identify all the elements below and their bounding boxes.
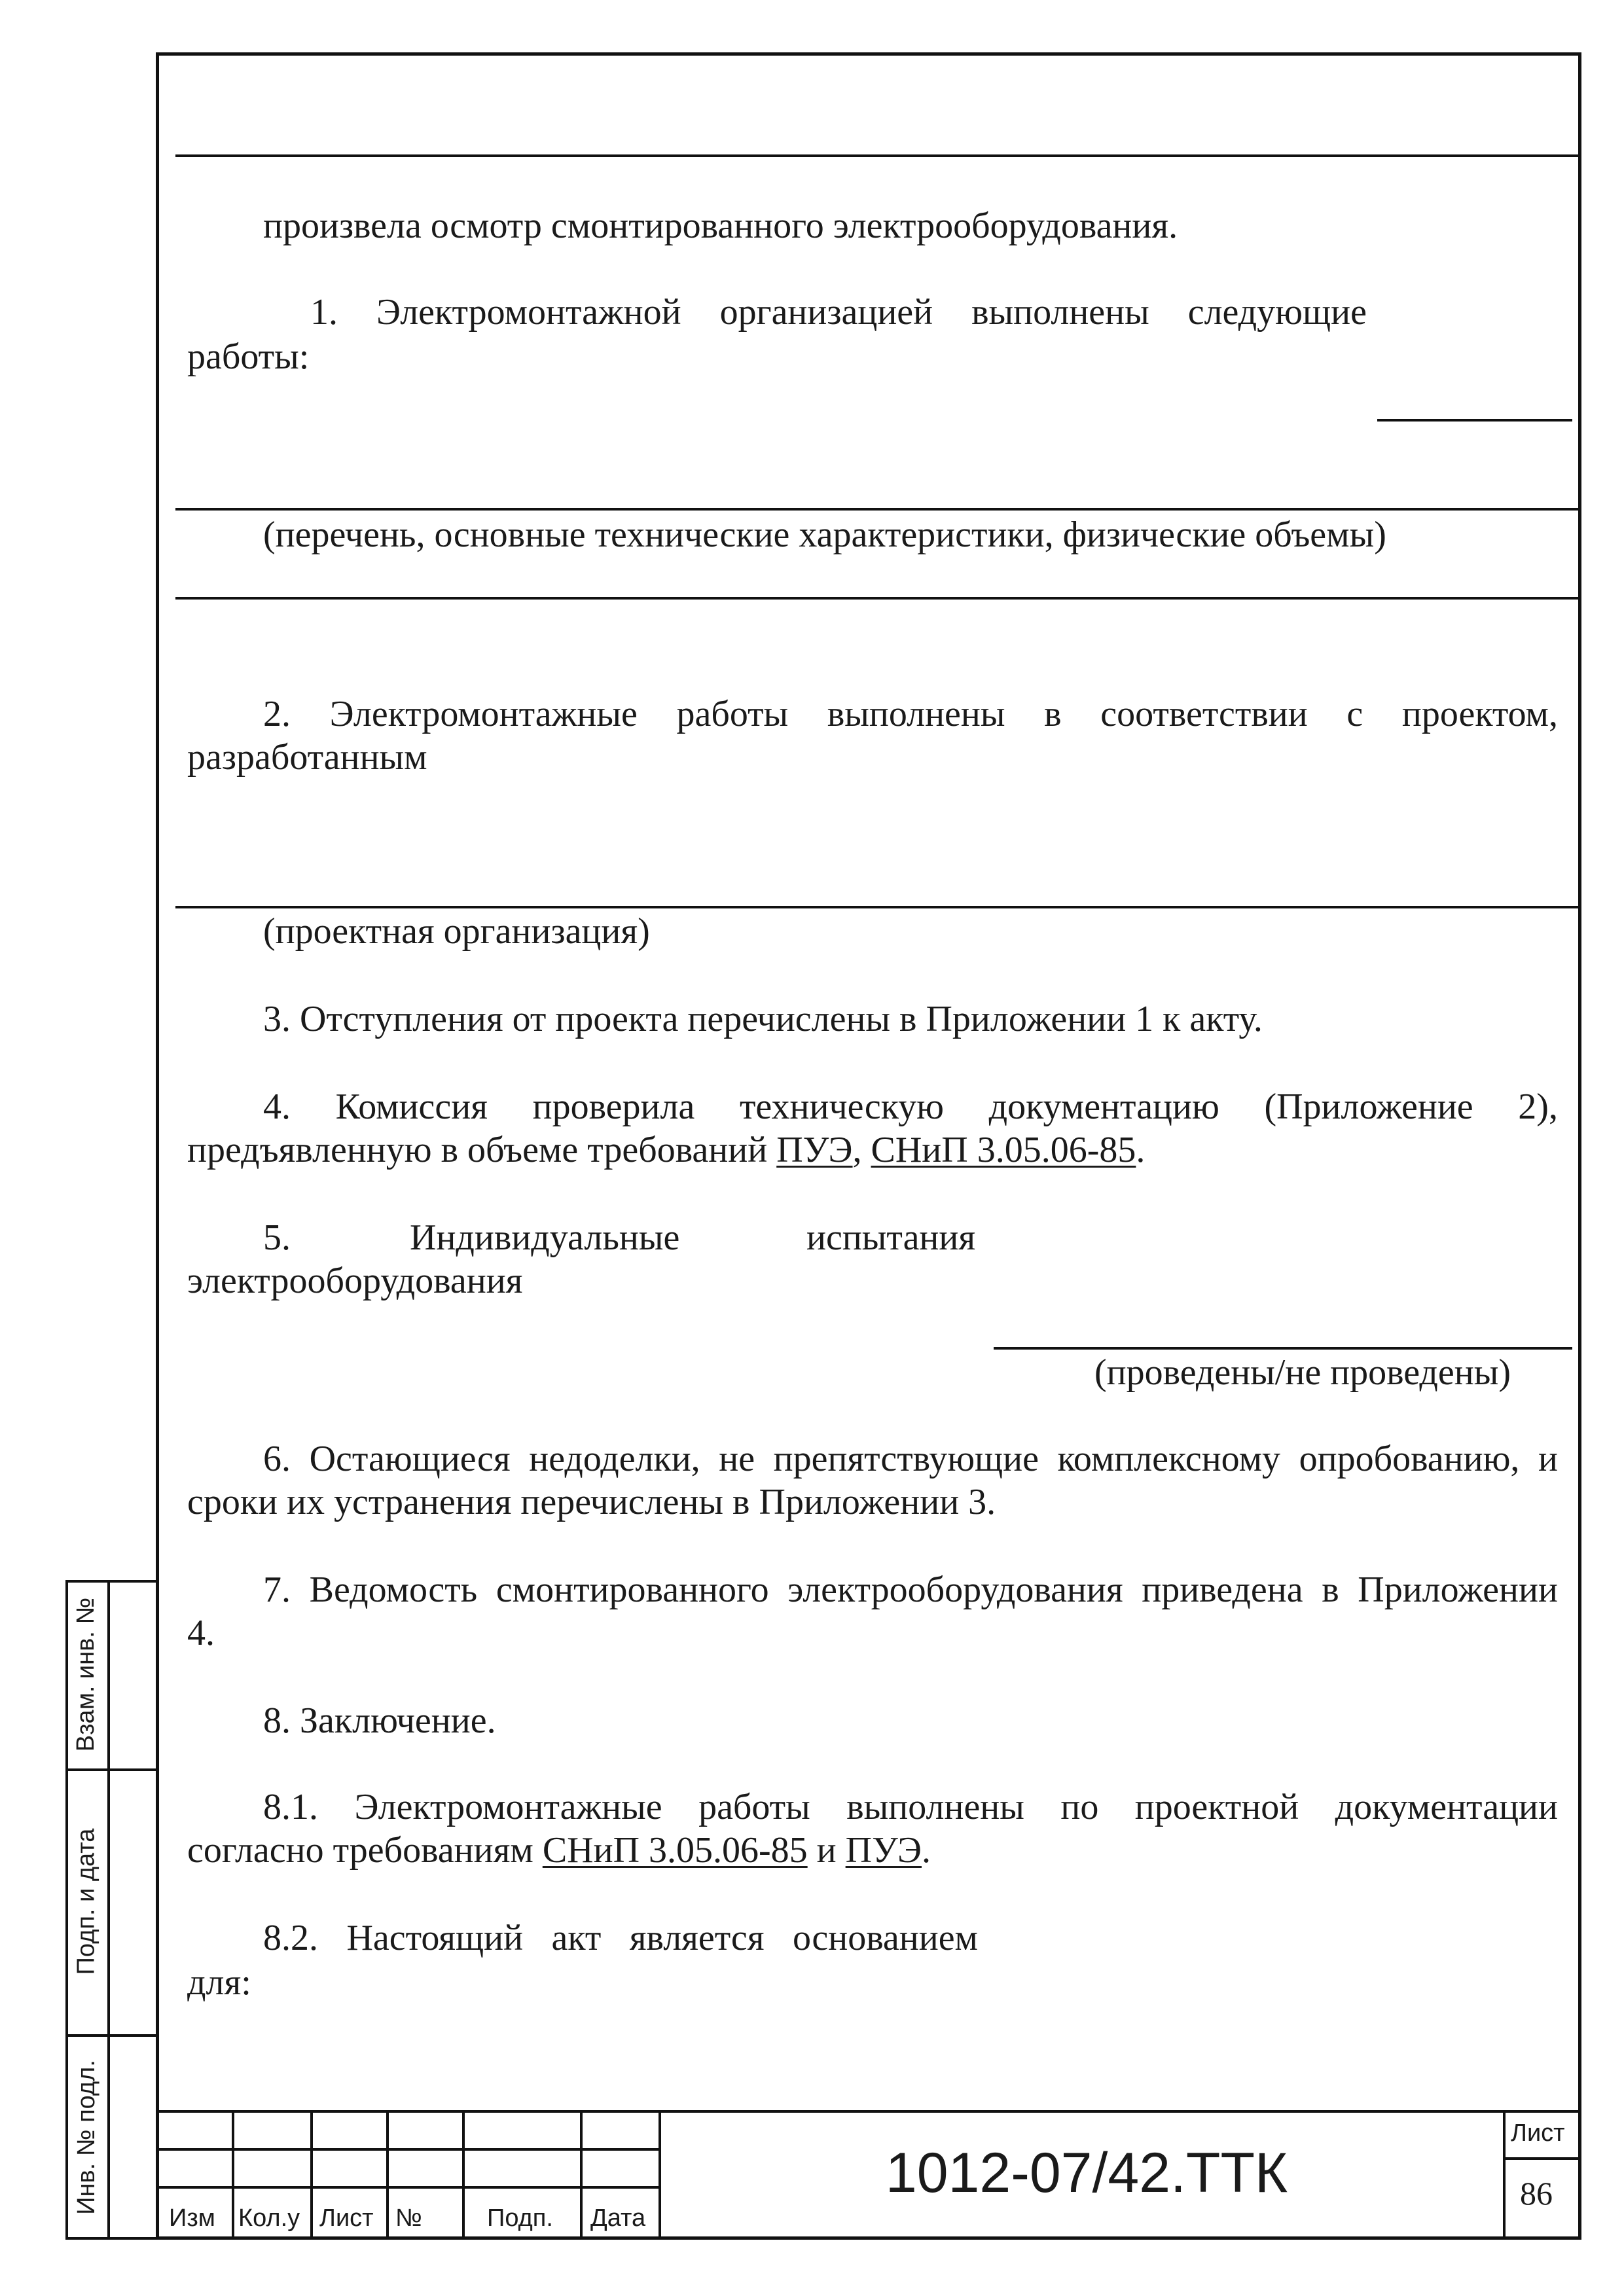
sheet-label: Лист — [1511, 2119, 1565, 2147]
stamp-label-izm: Изм — [169, 2204, 215, 2232]
item-2-line-1: 2. Электромонтажные работы выполнены в соответствии с проектом, — [263, 694, 1558, 734]
item-1-line-1: 1. Электромонтажной организацией выполнены следующие — [310, 292, 1367, 332]
caption-organization: (проектная организация) — [263, 911, 650, 952]
item-5-word-1: Индивидуальные — [410, 1217, 680, 1258]
caption-tests: (проведены/не проведены) — [1094, 1352, 1511, 1393]
top-rule — [175, 154, 1580, 157]
item-8-1-line-1: 8.1. Электромонтажные работы выполнены по проектной документации — [263, 1787, 1558, 1827]
intro-text: произвела осмотр смонтированного электрооборудования. — [263, 206, 1178, 246]
item-5-line-2: электрооборудования — [187, 1261, 523, 1301]
item-1-line-2: работы: — [187, 336, 310, 377]
item-4-text: предъявленную в объеме требований — [187, 1130, 777, 1170]
item-8: 8. Заключение. — [263, 1700, 496, 1741]
item-8-1-mid: и — [807, 1830, 846, 1871]
stamp-label-data: Дата — [590, 2204, 646, 2232]
item-6-line-2: сроки их устранения перечислены в Приложении 3. — [187, 1482, 996, 1522]
item-4-line-2 — [187, 1128, 1145, 1172]
item-4-end: . — [1136, 1130, 1146, 1170]
link-snip-2[interactable]: СНиП 3.05.06-85 — [542, 1830, 808, 1871]
stamp-label-list: Лист — [319, 2204, 374, 2232]
stamp-label-podp: Подп. — [487, 2204, 553, 2232]
link-snip[interactable]: СНиП 3.05.06-85 — [871, 1130, 1136, 1170]
item-5-number: 5. — [263, 1217, 291, 1258]
caption-works: (перечень, основные технические характеристики, физические объемы) — [263, 514, 1386, 555]
item-8-1-line-2 — [187, 1829, 931, 1872]
side-label-podp: Подп. и дата — [72, 1828, 100, 1975]
fill-line-organization — [175, 906, 1580, 908]
link-pue-2[interactable]: ПУЭ — [845, 1830, 922, 1871]
fill-line-tests — [994, 1347, 1572, 1350]
side-label-vzam: Взам. инв. № — [72, 1597, 100, 1751]
fill-line-works — [175, 508, 1580, 511]
item-8-2-line-1: 8.2. Настоящий акт является основанием — [263, 1918, 978, 1958]
stamp-label-no: № — [395, 2204, 422, 2232]
item-2-line-2: разработанным — [187, 737, 427, 778]
item-6-line-1: 6. Остающиеся недоделки, не препятствующие комплексному опробованию, и — [263, 1439, 1558, 1479]
item-8-1-text: согласно требованиям — [187, 1830, 543, 1871]
item-4-line-1: 4. Комиссия проверила техническую документацию (Приложение 2), — [263, 1086, 1558, 1127]
item-3: 3. Отступления от проекта перечислены в Приложении 1 к акту. — [263, 999, 1263, 1039]
link-pue[interactable]: ПУЭ — [776, 1130, 853, 1170]
item-7-line-2: 4. — [187, 1613, 215, 1653]
item-7-line-1: 7. Ведомость смонтированного электрооборудования приведена в Приложении — [263, 1570, 1558, 1610]
item-5-word-2: испытания — [806, 1217, 976, 1258]
document-code: 1012-07/42.ТТК — [885, 2142, 1288, 2204]
item-8-2-line-2: для: — [187, 1962, 251, 2003]
fill-line-works-2 — [175, 597, 1580, 600]
fill-line-short — [1377, 419, 1572, 422]
stamp-sheet-divider — [1506, 2157, 1581, 2160]
side-label-inv: Инв. № подл. — [72, 2059, 100, 2215]
item-4-sep: , — [852, 1130, 871, 1170]
sheet-number: 86 — [1520, 2175, 1553, 2212]
item-8-1-end: . — [921, 1830, 931, 1871]
stamp-label-kolu: Кол.у — [238, 2204, 300, 2232]
side-separator — [107, 1580, 110, 2240]
